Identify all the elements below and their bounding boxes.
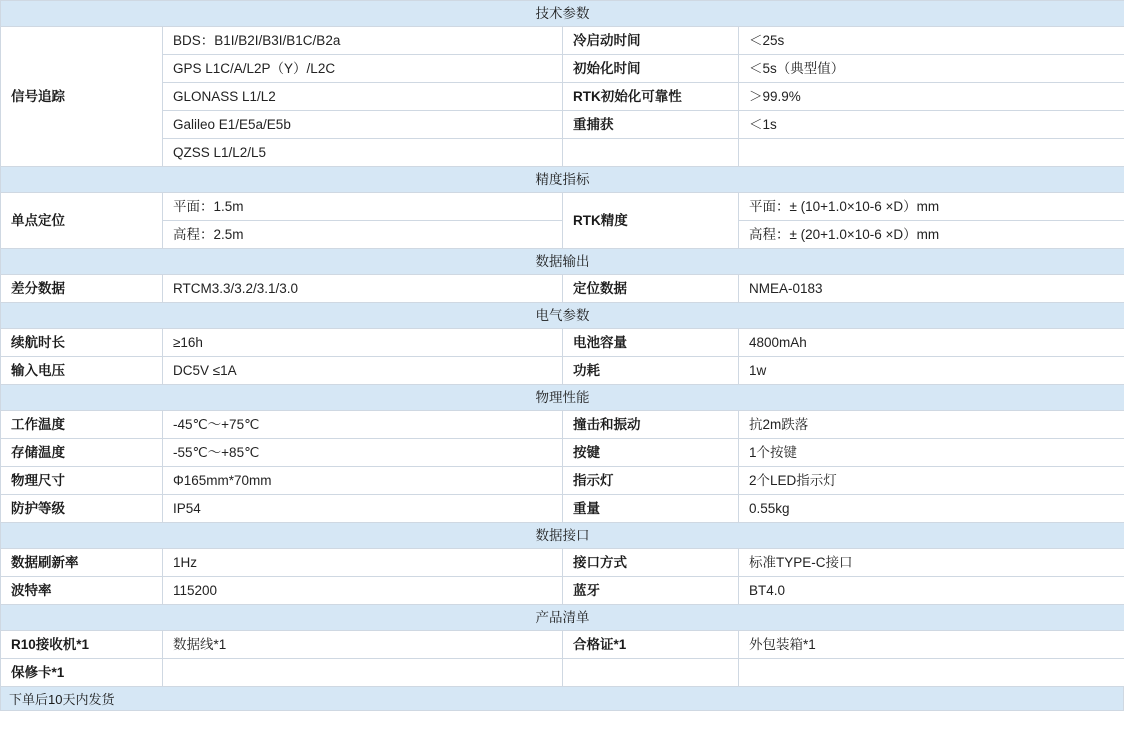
section-title: 技术参数	[1, 1, 1124, 27]
cell-signal-3: Galileo E1/E5a/E5b	[163, 111, 563, 139]
section-header-tech	[1, 1, 1124, 27]
table-row	[1, 411, 1124, 439]
row-label-interface-type: 接口方式	[563, 549, 739, 577]
table-row	[1, 357, 1124, 385]
table-row	[1, 193, 1124, 221]
row-label-signal-tracking: 信号追踪	[1, 27, 163, 167]
row-label-rtk-reliability: RTK初始化可靠性	[563, 83, 739, 111]
cell-signal-2: GLONASS L1/L2	[163, 83, 563, 111]
cell-single-point-horizontal: 平面：1.5m	[163, 193, 563, 221]
cell-init-time-value: ＜5s（典型值）	[739, 55, 1124, 83]
cell-protection-rating-value: IP54	[163, 495, 563, 523]
cell-package-cable: 数据线*1	[163, 631, 563, 659]
table-row	[1, 577, 1124, 605]
row-label-init-time: 初始化时间	[563, 55, 739, 83]
cell-interface-type-value: 标准TYPE-C接口	[739, 549, 1124, 577]
section-header-data-output	[1, 249, 1124, 275]
row-label-dimensions: 物理尺寸	[1, 467, 163, 495]
section-title: 产品清单	[1, 605, 1124, 631]
section-title: 物理性能	[1, 385, 1124, 411]
row-label-button: 按键	[563, 439, 739, 467]
cell-reacquisition-value: ＜1s	[739, 111, 1124, 139]
cell-shock-vibration-value: 抗2m跌落	[739, 411, 1124, 439]
row-label-operating-temperature: 工作温度	[1, 411, 163, 439]
cell-package-carton: 外包装箱*1	[739, 631, 1124, 659]
section-header-interface	[1, 523, 1124, 549]
cell-package-empty-2	[563, 659, 739, 687]
row-label-baud-rate: 波特率	[1, 577, 163, 605]
cell-single-point-vertical: 高程：2.5m	[163, 221, 563, 249]
section-header-physical	[1, 385, 1124, 411]
section-title: 精度指标	[1, 167, 1124, 193]
cell-signal-0: BDS：B1I/B2I/B3I/B1C/B2a	[163, 27, 563, 55]
cell-signal-1: GPS L1C/A/L2P（Y）/L2C	[163, 55, 563, 83]
cell-package-empty-3	[739, 659, 1124, 687]
cell-baud-rate-value: 115200	[163, 577, 563, 605]
row-label-shock-vibration: 撞击和振动	[563, 411, 739, 439]
row-label-reacquisition: 重捕获	[563, 111, 739, 139]
cell-signal-4: QZSS L1/L2/L5	[163, 139, 563, 167]
row-label-power-consumption: 功耗	[563, 357, 739, 385]
row-label-refresh-rate: 数据刷新率	[1, 549, 163, 577]
row-label-bluetooth: 蓝牙	[563, 577, 739, 605]
cell-input-voltage-value: DC5V ≤1A	[163, 357, 563, 385]
row-label-battery-capacity: 电池容量	[563, 329, 739, 357]
cell-dimensions-value: Φ165mm*70mm	[163, 467, 563, 495]
section-header-package	[1, 605, 1124, 631]
cell-rtk-vertical: 高程：± (20+1.0×10-6 ×D）mm	[739, 221, 1124, 249]
row-label-input-voltage: 输入电压	[1, 357, 163, 385]
cell-cold-start-value: ＜25s	[739, 27, 1124, 55]
cell-empty-value	[739, 139, 1124, 167]
cell-rtk-reliability-value: ＞99.9%	[739, 83, 1124, 111]
row-label-storage-temperature: 存储温度	[1, 439, 163, 467]
table-row	[1, 659, 1124, 687]
table-row	[1, 549, 1124, 577]
row-label-cold-start: 冷启动时间	[563, 27, 739, 55]
table-row	[1, 221, 1124, 249]
row-label-position-data: 定位数据	[563, 275, 739, 303]
table-row	[1, 111, 1124, 139]
cell-operating-temperature-value: -45℃～+75℃	[163, 411, 563, 439]
section-title: 数据接口	[1, 523, 1124, 549]
section-header-accuracy	[1, 167, 1124, 193]
table-row	[1, 329, 1124, 357]
row-label-indicator: 指示灯	[563, 467, 739, 495]
cell-package-warranty-card: 保修卡*1	[1, 659, 163, 687]
table-row	[1, 55, 1124, 83]
row-label-weight: 重量	[563, 495, 739, 523]
cell-package-certificate: 合格证*1	[563, 631, 739, 659]
section-header-electrical	[1, 303, 1124, 329]
table-row	[1, 275, 1124, 303]
cell-power-consumption-value: 1w	[739, 357, 1124, 385]
table-row	[1, 139, 1124, 167]
table-row	[1, 83, 1124, 111]
cell-refresh-rate-value: 1Hz	[163, 549, 563, 577]
row-label-differential-data: 差分数据	[1, 275, 163, 303]
cell-battery-capacity-value: 4800mAh	[739, 329, 1124, 357]
shipping-note: 下单后10天内发货	[0, 687, 1124, 711]
row-label-battery-life: 续航时长	[1, 329, 163, 357]
table-row	[1, 439, 1124, 467]
table-row	[1, 467, 1124, 495]
section-title: 数据输出	[1, 249, 1124, 275]
cell-differential-data-value: RTCM3.3/3.2/3.1/3.0	[163, 275, 563, 303]
cell-battery-life-value: ≥16h	[163, 329, 563, 357]
table-row	[1, 27, 1124, 55]
row-label-empty	[563, 139, 739, 167]
cell-package-empty-1	[163, 659, 563, 687]
section-title: 电气参数	[1, 303, 1124, 329]
cell-indicator-value: 2个LED指示灯	[739, 467, 1124, 495]
table-row	[1, 495, 1124, 523]
cell-bluetooth-value: BT4.0	[739, 577, 1124, 605]
cell-position-data-value: NMEA-0183	[739, 275, 1124, 303]
cell-button-value: 1个按键	[739, 439, 1124, 467]
cell-rtk-horizontal: 平面：± (10+1.0×10-6 ×D）mm	[739, 193, 1124, 221]
cell-package-receiver: R10接收机*1	[1, 631, 163, 659]
row-label-protection-rating: 防护等级	[1, 495, 163, 523]
table-row	[1, 631, 1124, 659]
cell-weight-value: 0.55kg	[739, 495, 1124, 523]
row-label-rtk-accuracy: RTK精度	[563, 193, 739, 249]
cell-storage-temperature-value: -55℃～+85℃	[163, 439, 563, 467]
row-label-single-point: 单点定位	[1, 193, 163, 249]
